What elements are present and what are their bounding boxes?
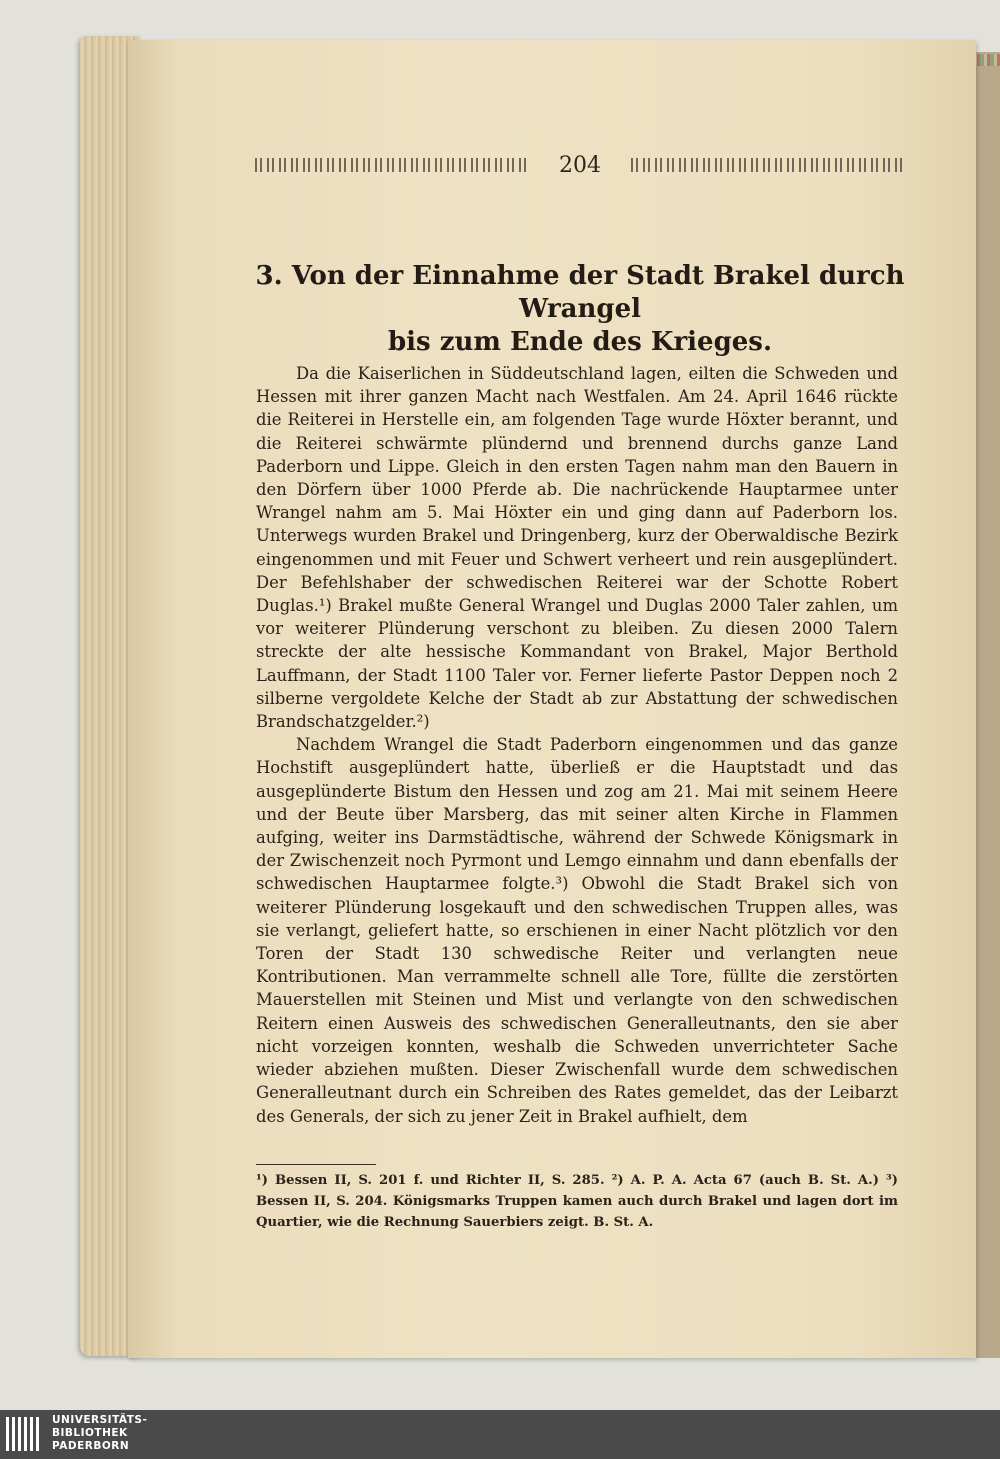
footnote-rule — [256, 1164, 376, 1165]
section-title — [252, 260, 908, 359]
body-text — [256, 362, 898, 1128]
logo-line-3: PADERBORN — [52, 1440, 130, 1452]
paragraph-1: Da die Kaiserlichen in Süddeutschland lagen, eilten die Schweden und Hessen mit ihrer ganzen Macht nach Westfalen. Am 24. April 1646 rückte die Reiterei in Herstelle ein, am folgenden Tage wurde Höxter berannt, und die Reiterei schwärmte plündernd und brennend durchs ganze Land Paderborn und Lippe. Gleich in den ersten Tagen nahm man den Bauern in den Dörfern über 1000 Pferde ab. Die nachrückende Hauptarmee unter Wrangel nahm am 5. Mai Höxter ein und ging dann auf Paderborn los. Unterwegs wurden Brakel und Dringenberg, kurz der Oberwaldische Bezirk eingenommen und mit Feuer und Schwert verheert und rein ausgeplündert. Der Befehlshaber der schwedischen Reiterei war der Schotte Robert Duglas.¹) Brakel mußte General Wrangel und Duglas 2000 Taler zahlen, um vor weiterer Plünderung verschont zu bleiben. Zu diesen 2000 Talern streckte der alte hessische Kommandant von Brakel, Major Berthold Lauffmann, der Stadt 1100 Taler vor. Ferner lieferte Pastor Deppen noch 2 silberne vergoldete Kelche der Stadt ab zur Abstattung der schwedischen Brandschatzgelder.²) — [256, 364, 898, 732]
section-title-line-1: 3. Von der Einnahme der Stadt Brakel durch Wrangel — [255, 261, 905, 324]
header-ornament-left — [255, 158, 529, 172]
paragraph-2: Nachdem Wrangel die Stadt Paderborn eingenommen und das ganze Hochstift ausgeplündert hatte, überließ er die Hauptstadt und das ausgeplünderte Bistum den Hessen und zog am 21. Mai mit seinem Heere und der Beute über Marsberg, das mit seiner alten Kirche in Flammen aufging, weiter ins Darmstädtische, während der Schwede Königsmark in der Zwischenzeit noch Pyrmont und Lemgo einnahm und dann ebenfalls der schwedischen Hauptarmee folgte.³) Obwohl die Stadt Brakel sich von weiterer Plünderung losgekauft und den schwedischen Truppen alles, was sie verlangt, geliefert hatte, so erschienen in einer Nacht plötzlich vor den Toren der Stadt 130 schwedische Reiter und verlangten neue Kontributionen. Man verrammelte schnell alle Tore, füllte die zerstörten Mauerstellen mit Steinen und Mist und verlangte von den schwedischen Reitern einen Ausweis des schwedischen Generalleutnants, den sie aber nicht vorzeigen konnten, weshalb die Schweden unverrichteter Sache wieder abziehen mußten. Dieser Zwischenfall wurde dem schwedischen Generalleutnant durch ein Schreiben des Rates gemeldet, das der Leibarzt des Generals, der sich zu jener Zeit in Brakel aufhielt, dem — [256, 735, 898, 1126]
header-ornament-right — [631, 158, 905, 172]
logo-line-2: BIBLIOTHEK — [52, 1427, 128, 1439]
running-header — [255, 150, 905, 180]
logo-line-1: UNIVERSITÄTS- — [52, 1414, 148, 1426]
library-footer — [0, 1410, 1000, 1459]
book-cover-edge — [972, 52, 1000, 1358]
footnotes: ¹) Bessen II, S. 201 f. und Richter II, S. 285. ²) A. P. A. Acta 67 (auch B. St. A.) ³) Bessen II, S. 204. Königsmarks Truppen kamen auch durch Brakel und lagen dort im Quartier, wie die Rechnung Sauerbiers zeigt. B. St. A. — [256, 1173, 898, 1230]
section-title-line-2: bis zum Ende des Krieges. — [387, 327, 772, 357]
library-logo-icon — [6, 1417, 42, 1451]
library-logo-text — [52, 1414, 147, 1453]
page-number: 204 — [559, 152, 601, 178]
